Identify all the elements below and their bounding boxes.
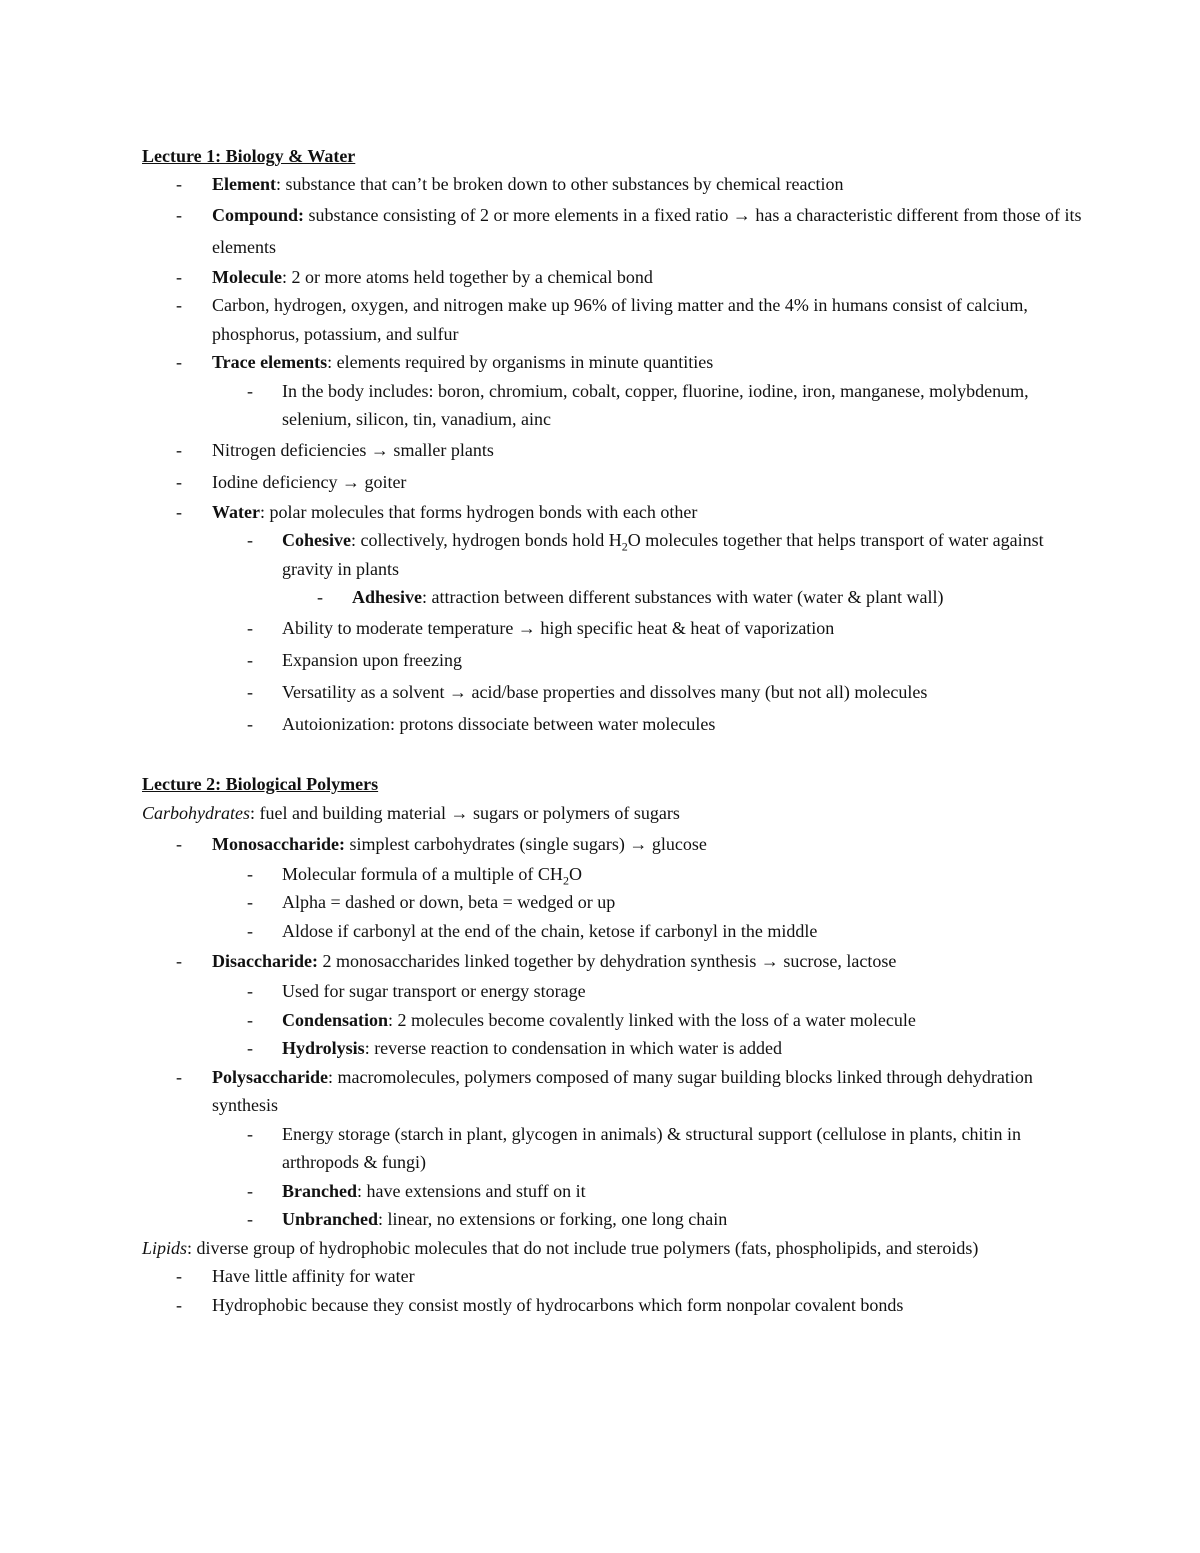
note-lipids-affinity: Have little affinity for water [212, 1266, 415, 1286]
document-page [142, 142, 1082, 1319]
note-formula-a: Molecular formula of a multiple of CH [282, 863, 563, 884]
list-item [212, 917, 1082, 946]
subscript: 2 [621, 539, 628, 554]
list-item [212, 977, 1082, 1006]
note-moderate: Ability to moderate temperature → high specific heat & heat of vaporization [282, 617, 835, 638]
term-element: Element [212, 174, 276, 194]
list-item [142, 348, 1082, 434]
note-iodine: Iodine deficiency → goiter [212, 471, 407, 492]
water-sublist [212, 526, 1082, 740]
subscript: 2 [562, 873, 569, 888]
term-cohesive: Cohesive [282, 530, 351, 550]
polysaccharide-sublist [212, 1120, 1082, 1234]
list-item [212, 708, 1082, 740]
term-unbranched: Unbranched [282, 1209, 379, 1229]
carbohydrates-list [142, 828, 1082, 1234]
definition-cohesive-b: O molecules together that helps transport of water against gravity in plants [282, 530, 1044, 579]
definition-monosaccharide: simplest carbohydrates (single sugars) → glucose [344, 833, 707, 854]
definition-branched: : have extensions and stuff on it [357, 1180, 586, 1201]
term-branched: Branched [282, 1180, 358, 1201]
note-solvent: Versatility as a solvent → acid/base properties and dissolves many (but not all) molecules [282, 681, 928, 702]
term-water: Water [212, 501, 260, 522]
definition-cohesive-a: : collectively, hydrogen bonds hold H [351, 530, 622, 550]
definition-lipids: : diverse group of hydrophobic molecules that do not include true polymers (fats, phospholipids, and steroids) [187, 1237, 979, 1258]
list-item [212, 377, 1082, 434]
definition-trace-elements: : elements required by organisms in minute quantities [327, 352, 714, 372]
list-item [142, 945, 1082, 1063]
list-item [282, 583, 1082, 612]
list-item [142, 1262, 1082, 1291]
list-item [142, 291, 1082, 348]
list-item [212, 1034, 1082, 1063]
definition-disaccharide: 2 monosaccharides linked together by dehydration synthesis → sucrose, lactose [317, 951, 897, 971]
definition-element: : substance that can’t be broken down to other substances by chemical reaction [275, 174, 844, 194]
definition-hydrolysis: : reverse reaction to condensation in which water is added [364, 1038, 783, 1058]
definition-water: : polar molecules that forms hydrogen bonds with each other [259, 501, 698, 522]
lecture-1-list [142, 170, 1082, 740]
section-gap [142, 740, 1082, 770]
list-item [212, 1205, 1082, 1234]
lecture-2-heading: Lecture 2: Biological Polymers [142, 773, 379, 794]
term-trace-elements: Trace elements [212, 352, 328, 372]
disaccharide-sublist [212, 977, 1082, 1063]
list-item [212, 1120, 1082, 1177]
note-aldose-ketose: Aldose if carbonyl at the end of the chain, ketose if carbonyl in the middle [282, 920, 818, 941]
list-item [212, 1006, 1082, 1035]
cohesive-sublist [282, 583, 1082, 612]
list-item [142, 828, 1082, 946]
list-item [142, 498, 1082, 740]
definition-molecule: : 2 or more atoms held together by a chemical bond [281, 266, 653, 287]
term-lipids: Lipids [142, 1237, 188, 1258]
term-condensation: Condensation [282, 1009, 389, 1030]
note-alpha-beta: Alpha = dashed or down, beta = wedged or up [282, 892, 616, 912]
term-carbohydrates: Carbohydrates [142, 802, 250, 823]
list-item [142, 1063, 1082, 1234]
note-chon: Carbon, hydrogen, oxygen, and nitrogen make up 96% of living matter and the 4% in humans consist of calcium, phosphorus, potassium, and sulfur [212, 295, 1028, 344]
list-item [212, 676, 1082, 708]
monosaccharide-sublist [212, 860, 1082, 946]
list-item [212, 644, 1082, 676]
list-item [142, 1291, 1082, 1320]
note-autoionization: Autoionization: protons dissociate between water molecules [282, 713, 716, 734]
list-item [142, 263, 1082, 292]
definition-condensation: : 2 molecules become covalently linked with the loss of a water molecule [388, 1009, 916, 1030]
note-sugar-transport: Used for sugar transport or energy storage [282, 981, 586, 1001]
note-nitrogen: Nitrogen deficiencies → smaller plants [212, 439, 494, 460]
definition-carbohydrates: : fuel and building material → sugars or polymers of sugars [250, 802, 680, 823]
trace-sublist [212, 377, 1082, 434]
list-item [212, 888, 1082, 917]
note-expansion: Expansion upon freezing [282, 649, 462, 670]
term-molecule: Molecule [212, 266, 282, 287]
term-compound: Compound: [212, 204, 305, 225]
term-monosaccharide: Monosaccharide: [212, 833, 345, 854]
list-item [142, 170, 1082, 199]
definition-adhesive: : attraction between different substances with water (water & plant wall) [422, 587, 944, 607]
note-lipids-hydrophobic: Hydrophobic because they consist mostly of hydrocarbons which form nonpolar covalent bonds [212, 1294, 904, 1315]
term-disaccharide: Disaccharide: [212, 951, 318, 971]
list-item [212, 1177, 1082, 1206]
list-item [142, 466, 1082, 498]
list-item [212, 526, 1082, 612]
carbohydrates-intro [142, 798, 1082, 828]
term-polysaccharide: Polysaccharide [212, 1066, 328, 1087]
list-item [142, 199, 1082, 263]
definition-polysaccharide: : macromolecules, polymers composed of many sugar building blocks linked through dehydration synthesis [212, 1066, 1033, 1115]
note-trace-list: In the body includes: boron, chromium, cobalt, copper, fluorine, iodine, iron, manganese, molybdenum, selenium, silicon, tin, vanadium, ainc [282, 380, 1029, 429]
term-adhesive: Adhesive [352, 587, 423, 607]
lipids-intro [142, 1234, 1082, 1263]
definition-compound: substance consisting of 2 or more elements in a fixed ratio → has a characteristic different from those of its elements [212, 204, 1082, 257]
note-formula-b: O [568, 863, 582, 884]
list-item [212, 860, 1082, 889]
list-item [142, 434, 1082, 466]
definition-unbranched: : linear, no extensions or forking, one long chain [378, 1209, 728, 1229]
list-item [212, 612, 1082, 644]
lecture-1-heading: Lecture 1: Biology & Water [142, 146, 356, 166]
term-hydrolysis: Hydrolysis [282, 1038, 365, 1058]
lipids-list [142, 1262, 1082, 1319]
note-energy-storage: Energy storage (starch in plant, glycogen in animals) & structural support (cellulose in plants, chitin in arthropods & fungi) [282, 1123, 1021, 1172]
